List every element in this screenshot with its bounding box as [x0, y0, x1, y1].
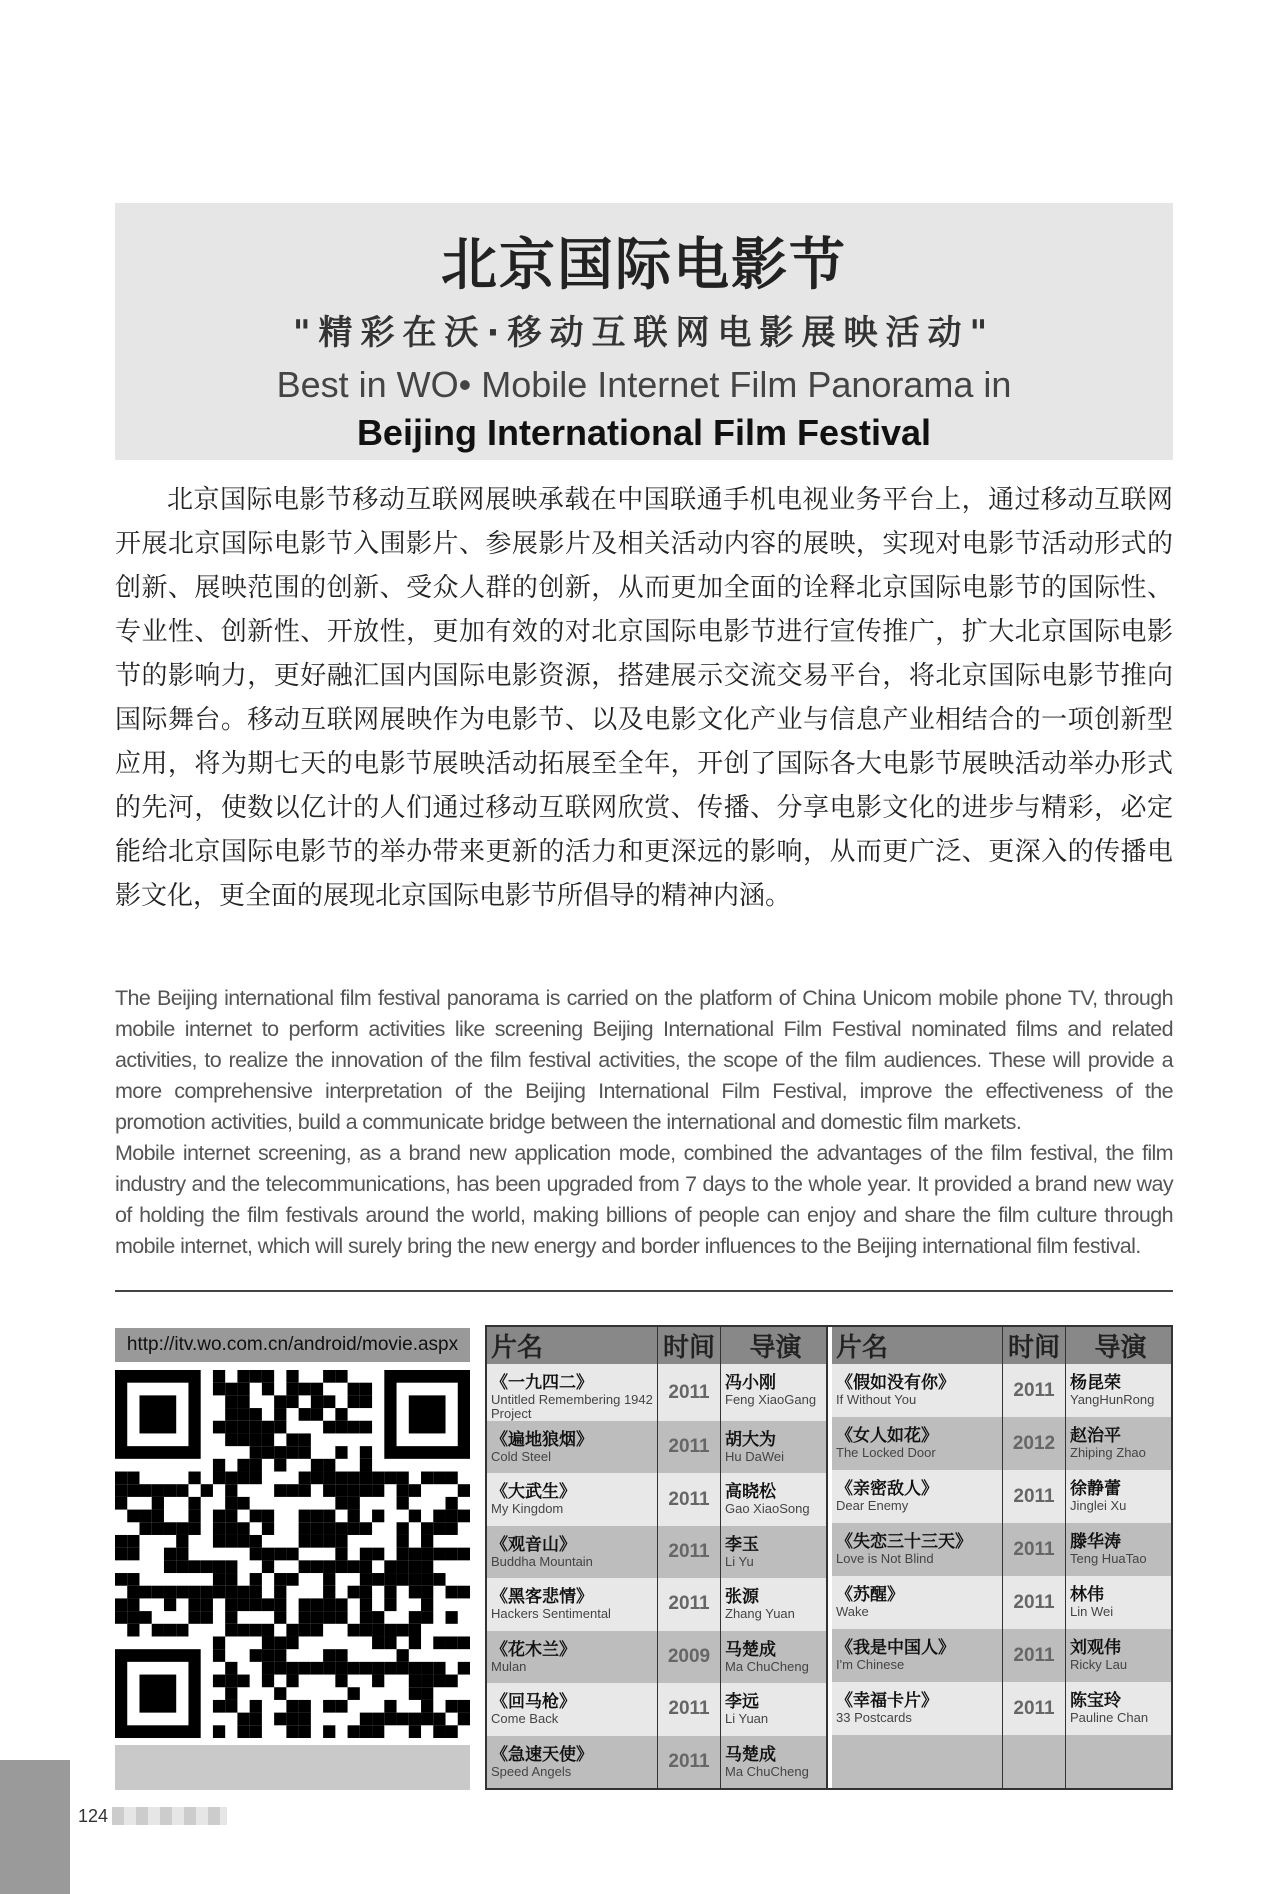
- qr-footer-bar: [115, 1745, 470, 1790]
- film-year: 2011: [657, 1473, 721, 1525]
- film-title-en: Untitled Remembering 1942 Project: [491, 1392, 653, 1421]
- header-director: 导演: [749, 1333, 802, 1363]
- page-edge-strip: [0, 1760, 70, 1894]
- table-row: [487, 1631, 826, 1683]
- director-en: Lin Wei: [1070, 1604, 1114, 1619]
- director-cn: 徐静蕾: [1070, 1479, 1121, 1499]
- film-title-cn: 《大武生》: [491, 1482, 576, 1503]
- table-row: [832, 1364, 1171, 1417]
- header-director: 导演: [1094, 1333, 1147, 1363]
- film-year: 2012: [1002, 1417, 1066, 1470]
- film-title-en: If Without You: [836, 1392, 917, 1407]
- film-year: 2011: [657, 1526, 721, 1578]
- film-title-cn: 《回马枪》: [491, 1692, 576, 1713]
- film-year: 2011: [657, 1421, 721, 1473]
- page-number: 124: [78, 1806, 109, 1826]
- film-title-cn: 《幸福卡片》: [836, 1691, 938, 1711]
- director-cn: 高晓松: [725, 1482, 776, 1503]
- table-row: [487, 1473, 826, 1525]
- director-cn: 陈宝玲: [1070, 1691, 1121, 1711]
- url-label[interactable]: http://itv.wo.com.cn/android/movie.aspx: [115, 1328, 470, 1362]
- director-en: YangHunRong: [1070, 1392, 1155, 1407]
- table-row: [487, 1736, 826, 1788]
- body-chinese: 北京国际电影节移动互联网展映承载在中国联通手机电视业务平台上，通过移动互联网开展北京国际电影节入围影片、参展影片及相关活动内容的展映，实现对电影节活动形式的创新、展映范围的创新、受众人群的创新，从而更加全面的诠释北京国际电影节的国际性、专业性、创新性、开放性，更加有效的对北京国际电影节进行宣传推广，扩大北京国际电影节的影响力，更好融汇国内国际电影资源，搭建展示交流交易平台，将北京国际电影节推向国际舞台。移动互联网展映作为电影节、以及电影文化产业与信息产业相结合的一项创新型应用，将为期七天的电影节展映活动拓展至全年，开创了国际各大电影节展映活动举办形式的先河，使数以亿计的人们通过移动互联网欣赏、传播、分享电影文化的进步与精彩，必定能给北京国际电影节的举办带来更新的活力和更深远的影响，从而更广泛、更深入的传播电影文化，更全面的展现北京国际电影节所倡导的精神内涵。: [115, 485, 1173, 911]
- director-cn: 滕华涛: [1070, 1532, 1121, 1552]
- film-title-cn: 《失恋三十三天》: [836, 1532, 972, 1552]
- director-cn: 马楚成: [725, 1744, 776, 1765]
- film-title-cn: 《花木兰》: [491, 1639, 576, 1660]
- director-en: Teng HuaTao: [1070, 1551, 1147, 1566]
- director-cn: 冯小刚: [725, 1373, 776, 1393]
- film-title-en: Dear Enemy: [836, 1498, 909, 1513]
- film-title-en: Wake: [836, 1604, 869, 1619]
- director-en: Li Yu: [725, 1553, 754, 1569]
- body-english: [115, 983, 1173, 1262]
- table-row: [832, 1576, 1171, 1629]
- director-cn: 张源: [725, 1587, 759, 1608]
- title-en-line2: Beijing International Film Festival: [356, 412, 932, 453]
- film-title-cn: 《遍地狼烟》: [491, 1430, 593, 1450]
- director-cn: 李玉: [725, 1534, 759, 1555]
- header-title: 片名: [491, 1333, 544, 1363]
- header-title: 片名: [836, 1333, 889, 1363]
- table-row: [832, 1682, 1171, 1735]
- divider: [115, 1290, 1173, 1292]
- film-title-en: Cold Steel: [491, 1449, 551, 1464]
- director-cn: 刘观伟: [1070, 1638, 1121, 1658]
- film-title-cn: 《观音山》: [491, 1534, 576, 1555]
- film-title-en: The Locked Door: [836, 1445, 936, 1460]
- film-title-cn: 《黑客悲情》: [491, 1587, 593, 1608]
- film-year: 2011: [1002, 1364, 1066, 1417]
- film-year: 2011: [1002, 1470, 1066, 1523]
- director-cn: 胡大为: [725, 1430, 776, 1450]
- film-year: 2011: [657, 1364, 721, 1421]
- film-year: 2011: [1002, 1682, 1066, 1735]
- film-title-en: Hackers Sentimental: [491, 1606, 611, 1622]
- director-en: Feng XiaoGang: [725, 1392, 817, 1407]
- director-en: Pauline Chan: [1070, 1710, 1149, 1725]
- table-row: [832, 1735, 1171, 1788]
- film-title-en: Mulan: [491, 1658, 527, 1674]
- director-en: Li Yuan: [725, 1711, 769, 1727]
- table-row: [487, 1578, 826, 1630]
- table-row: [487, 1421, 826, 1473]
- film-title-en: 33 Postcards: [836, 1710, 912, 1725]
- title-banner: [115, 203, 1173, 460]
- film-title-cn: 《假如没有你》: [836, 1373, 955, 1393]
- table-row: [832, 1523, 1171, 1576]
- blurred-footer-text: [112, 1807, 227, 1825]
- table-header: [487, 1327, 826, 1364]
- film-year: [1002, 1735, 1066, 1788]
- qr-code: [115, 1370, 470, 1738]
- film-title-en: I'm Chinese: [836, 1657, 905, 1672]
- table-row: [487, 1526, 826, 1578]
- film-year: 2011: [1002, 1523, 1066, 1576]
- title-en-line1: Best in WO• Mobile Internet Film Panorama in: [276, 364, 1012, 405]
- body-english-p2: Mobile internet screening, as a brand new application mode, combined the advantages of the film festival, the film industry and the telecommunications, has been upgraded from 7 days to the whole year. It provided a brand new way of holding the film festivals around the world, making billions of people can enjoy and share the film culture through mobile internet, which will surely bring the new energy and border influences to the Beijing international film festival.: [115, 1141, 1173, 1258]
- header-year: 时间: [1002, 1327, 1066, 1364]
- film-title-cn: 《女人如花》: [836, 1426, 938, 1446]
- body-english-p1: The Beijing international film festival panorama is carried on the platform of China Unicom mobile phone TV, through mobile internet to perform activities like screening Beijing International Film Festival nominated films and related activities, to realize the innovation of the film festival activities, the scope of the film audiences. These will provide a more comprehensive interpretation of the Beijing International Film Festival, improve the effectiveness of the promotion activities, build a communicate bridge between the international and domestic film markets.: [115, 986, 1173, 1134]
- director-en: Hu DaWei: [725, 1449, 785, 1464]
- table-header: [832, 1327, 1171, 1364]
- film-table: [485, 1325, 1173, 1790]
- film-title-en: Love is Not Blind: [836, 1551, 934, 1566]
- table-left: [487, 1327, 828, 1788]
- subtitle-cn: "精彩在沃·移动互联网电影展映活动": [292, 313, 996, 353]
- director-cn: 杨昆荣: [1070, 1373, 1121, 1393]
- film-title-en: Come Back: [491, 1711, 559, 1727]
- header-year: 时间: [657, 1327, 721, 1364]
- film-title-cn: 《一九四二》: [491, 1373, 593, 1393]
- director-cn: 李远: [725, 1692, 759, 1713]
- table-row: [487, 1683, 826, 1735]
- film-year: 2011: [1002, 1629, 1066, 1682]
- table-row: [832, 1470, 1171, 1523]
- film-year: 2011: [657, 1683, 721, 1735]
- film-title-en: Buddha Mountain: [491, 1553, 593, 1569]
- film-title-cn: 《急速天使》: [491, 1744, 593, 1765]
- director-cn: 林伟: [1070, 1585, 1104, 1605]
- table-row: [832, 1417, 1171, 1470]
- director-en: Zhang Yuan: [725, 1606, 795, 1622]
- film-title-cn: 《苏醒》: [836, 1585, 904, 1605]
- title-cn: 北京国际电影节: [441, 232, 847, 298]
- director-en: Gao XiaoSong: [725, 1501, 810, 1517]
- film-title-en: My Kingdom: [491, 1501, 564, 1517]
- film-year: 2011: [1002, 1576, 1066, 1629]
- director-en: Ma ChuCheng: [725, 1658, 809, 1674]
- table-row: [487, 1364, 826, 1421]
- director-en: Zhiping Zhao: [1070, 1445, 1146, 1460]
- film-year: 2009: [657, 1631, 721, 1683]
- film-title-cn: 《亲密敌人》: [836, 1479, 938, 1499]
- director-cn: 赵治平: [1070, 1426, 1121, 1446]
- table-right: [832, 1327, 1171, 1788]
- table-row: [832, 1629, 1171, 1682]
- film-year: 2011: [657, 1736, 721, 1788]
- director-en: Ricky Lau: [1070, 1657, 1128, 1672]
- director-cn: 马楚成: [725, 1639, 776, 1660]
- film-year: 2011: [657, 1578, 721, 1630]
- film-title-en: Speed Angels: [491, 1763, 572, 1779]
- director-en: Ma ChuCheng: [725, 1763, 809, 1779]
- film-title-cn: 《我是中国人》: [836, 1638, 955, 1658]
- director-en: Jinglei Xu: [1070, 1498, 1127, 1513]
